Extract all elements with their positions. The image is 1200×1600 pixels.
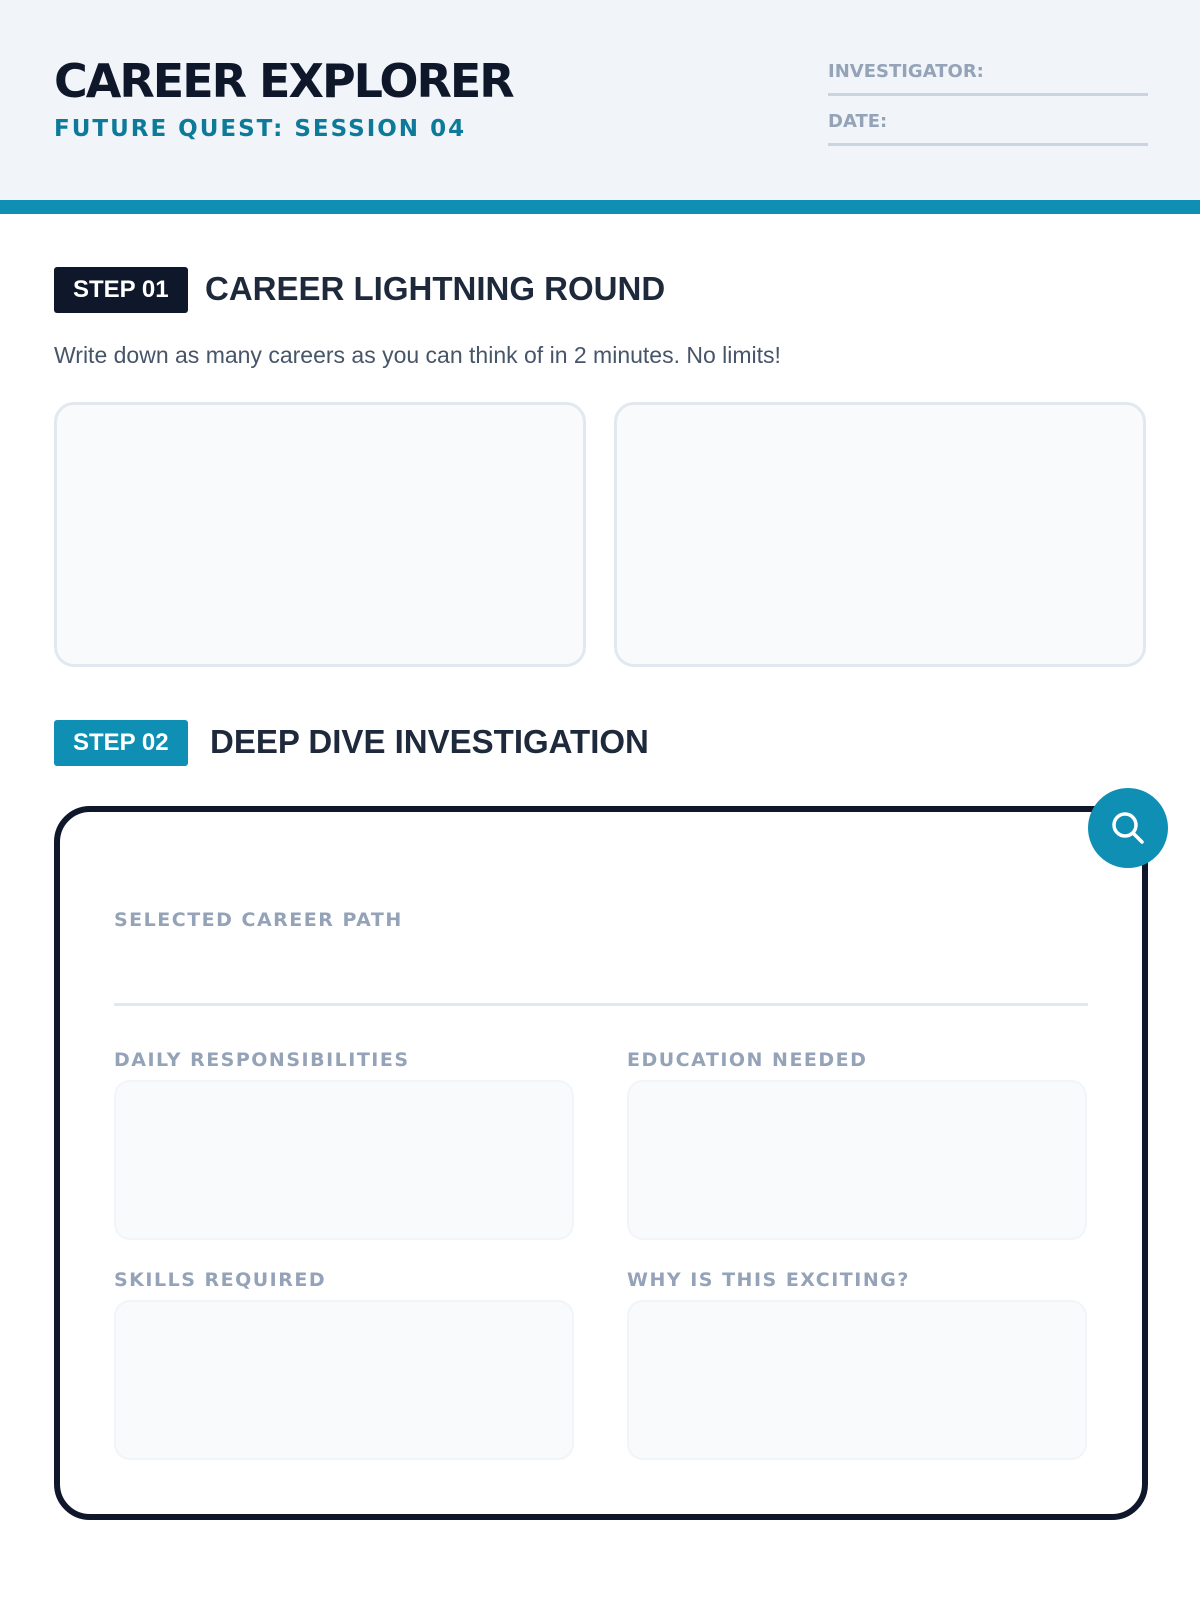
selected-career-label: SELECTED CAREER PATH	[114, 909, 403, 931]
education-needed-field[interactable]	[627, 1080, 1087, 1240]
page-subtitle: FUTURE QUEST: SESSION 04	[54, 116, 467, 142]
step-02-badge: STEP 02	[54, 720, 188, 766]
daily-responsibilities-field[interactable]	[114, 1080, 574, 1240]
why-exciting-field[interactable]	[627, 1300, 1087, 1460]
education-needed-label: EDUCATION NEEDED	[627, 1049, 868, 1071]
skills-required-field[interactable]	[114, 1300, 574, 1460]
header-accent-bar	[0, 200, 1200, 214]
date-label: DATE:	[828, 111, 888, 132]
skills-required-label: SKILLS REQUIRED	[114, 1269, 327, 1291]
investigator-field[interactable]	[828, 93, 1148, 96]
page-title: CAREER EXPLORER	[54, 54, 513, 108]
step-01-heading: CAREER LIGHTNING ROUND	[205, 270, 666, 307]
investigator-label: INVESTIGATOR:	[828, 61, 984, 82]
career-list-box-left[interactable]	[54, 402, 586, 667]
search-button[interactable]	[1088, 788, 1168, 868]
page-header	[0, 0, 1200, 200]
step-02-heading: DEEP DIVE INVESTIGATION	[210, 723, 649, 760]
date-field[interactable]	[828, 143, 1148, 146]
search-icon	[1109, 809, 1147, 847]
step-01-instruction: Write down as many careers as you can think of in 2 minutes. No limits!	[54, 342, 781, 368]
career-list-box-right[interactable]	[614, 402, 1146, 667]
daily-responsibilities-label: DAILY RESPONSIBILITIES	[114, 1049, 410, 1071]
why-exciting-label: WHY IS THIS EXCITING?	[627, 1269, 910, 1291]
selected-career-field[interactable]	[114, 1003, 1088, 1006]
step-01-badge: STEP 01	[54, 267, 188, 313]
